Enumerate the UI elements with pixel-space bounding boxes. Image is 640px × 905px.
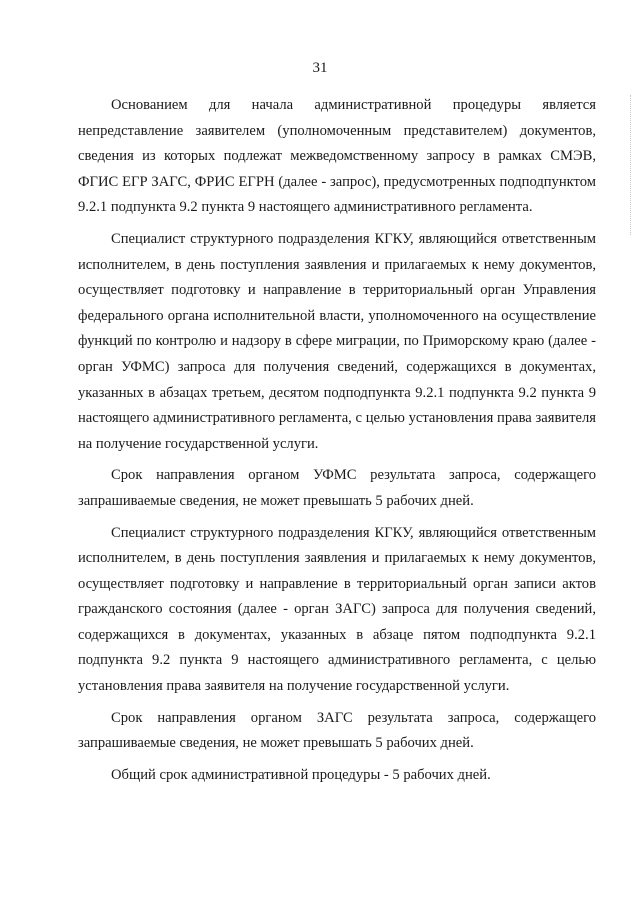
paragraph-total-deadline: Общий срок административной процедуры - 5 рабочих дней. (111, 766, 491, 783)
paragraph-procedure-basis: Основанием для начала административной процедуры является непредставление заявителем (уполномоченным представителем) документов, сведения из которых подлежат межведомственному запросу в рамках СМЭВ, ФГИС ЕГР ЗАГС, ФРИС ЕГРН (далее - запрос), предусмотренных подподпунктом 9.2.1 подпункта 9.2 пункта 9 настоящего административного регламента. (78, 97, 596, 216)
paragraph-ufms-request: Специалист структурного подразделения КГКУ, являющийся ответственным исполнителем, в день поступления заявления и прилагаемых к нему документов, осуществляет подготовку и направление в территориальный орган Управления федерального органа исполнительной власти, уполномоченного на осуществление функций по контролю и надзору в сфере миграции, по Приморскому краю (далее - орган УФМС) запроса для получения сведений, содержащихся в документах, указанных в абзацах третьем, десятом подподпункта 9.2.1 подпункта 9.2 пункта 9 настоящего административного регламента, с целью установления права заявителя на получение государственной услуги. (78, 230, 596, 452)
document-body (78, 93, 596, 792)
paragraph-ufms-deadline: Срок направления органом УФМС результата запроса, содержащего запрашиваемые сведения, не может превышать 5 рабочих дней. (78, 467, 596, 509)
page-number: 31 (312, 60, 328, 76)
scan-edge-mark (630, 95, 633, 235)
paragraph-zags-request: Специалист структурного подразделения КГКУ, являющийся ответственным исполнителем, в день поступления заявления и прилагаемых к нему документов, осуществляет подготовку и направление в территориальный орган записи актов гражданского состояния (далее - орган ЗАГС) запроса для получения сведений, содержащихся в документах, указанных в абзаце пятом подподпункта 9.2.1 подпункта 9.2 пункта 9 настоящего административного регламента, с целью установления права заявителя на получение государственной услуги. (78, 524, 596, 695)
paragraph-zags-deadline: Срок направления органом ЗАГС результата запроса, содержащего запрашиваемые сведения, не может превышать 5 рабочих дней. (78, 709, 596, 752)
